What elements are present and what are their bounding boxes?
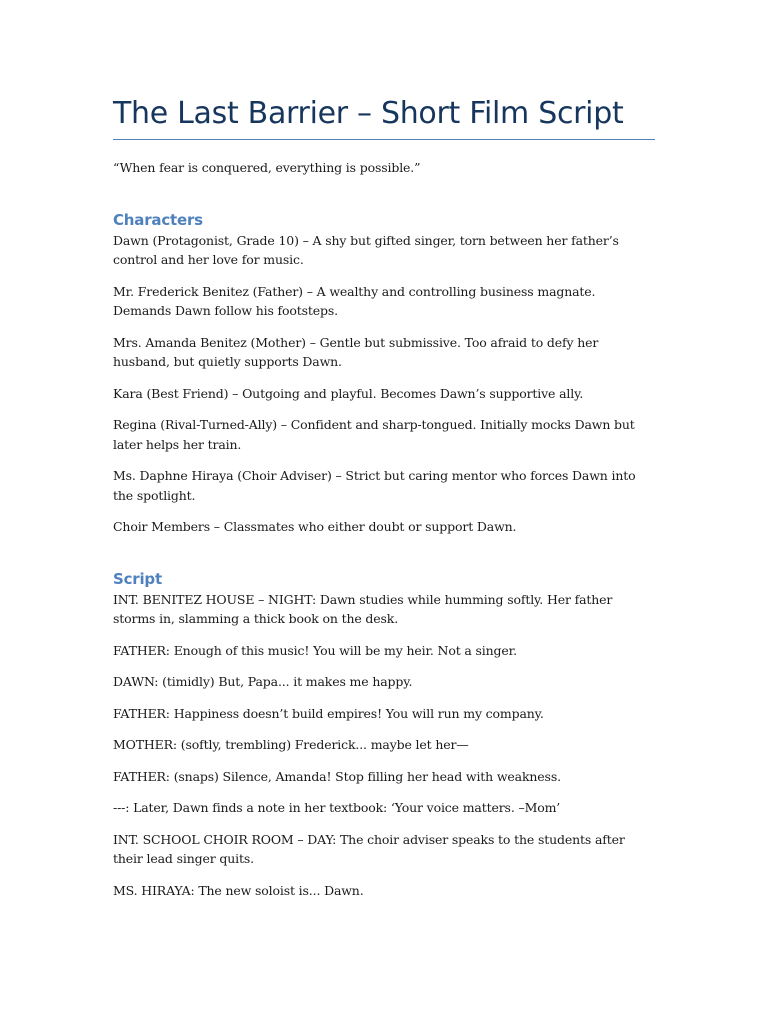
- script-line: FATHER: (snaps) Silence, Amanda! Stop filling her head with weakness.: [113, 768, 561, 784]
- script-line: MOTHER: (softly, trembling) Frederick... maybe let her—: [113, 737, 469, 752]
- script-line: FATHER: Enough of this music! You will be my heir. Not a singer.: [113, 642, 517, 658]
- document-page: [113, 0, 655, 900]
- character-entry: Regina (Rival-Turned-Ally) – Confident and sharp-tongued. Initially mocks Dawn but later helps her train.: [113, 417, 635, 452]
- character-entry: Ms. Daphne Hiraya (Choir Adviser) – Strict but caring mentor who forces Dawn into the spotlight.: [113, 468, 636, 503]
- document-title: The Last Barrier – Short Film Script: [113, 96, 624, 131]
- character-entry: Mr. Frederick Benitez (Father) – A wealthy and controlling business magnate. Demands Dawn follow his footsteps.: [113, 283, 596, 318]
- script-line: INT. BENITEZ HOUSE – NIGHT: Dawn studies while humming softly. Her father storms in, slamming a thick book on the desk.: [113, 591, 613, 626]
- characters-list: [113, 231, 655, 537]
- script-line: MS. HIRAYA: The new soloist is... Dawn.: [113, 882, 364, 898]
- script-lines: [113, 590, 655, 901]
- script-heading: Script: [113, 569, 162, 588]
- script-line: INT. SCHOOL CHOIR ROOM – DAY: The choir adviser speaks to the students after their lead singer quits.: [113, 831, 625, 866]
- character-entry: Dawn (Protagonist, Grade 10) – A shy but gifted singer, torn between her father’s control and her love for music.: [113, 232, 619, 267]
- script-line: FATHER: Happiness doesn’t build empires! You will run my company.: [113, 705, 544, 721]
- script-line: DAWN: (timidly) But, Papa... it makes me happy.: [113, 674, 413, 689]
- character-entry: Choir Members – Classmates who either doubt or support Dawn.: [113, 519, 517, 534]
- script-line: ---: Later, Dawn finds a note in her textbook: ‘Your voice matters. –Mom’: [113, 800, 561, 815]
- tagline: “When fear is conquered, everything is possible.”: [113, 160, 421, 175]
- character-entry: Kara (Best Friend) – Outgoing and playful. Becomes Dawn’s supportive ally.: [113, 385, 584, 401]
- characters-heading: Characters: [113, 210, 203, 229]
- character-entry: Mrs. Amanda Benitez (Mother) – Gentle but submissive. Too afraid to defy her husband, but quietly supports Dawn.: [113, 334, 599, 369]
- title-underline: [113, 139, 655, 140]
